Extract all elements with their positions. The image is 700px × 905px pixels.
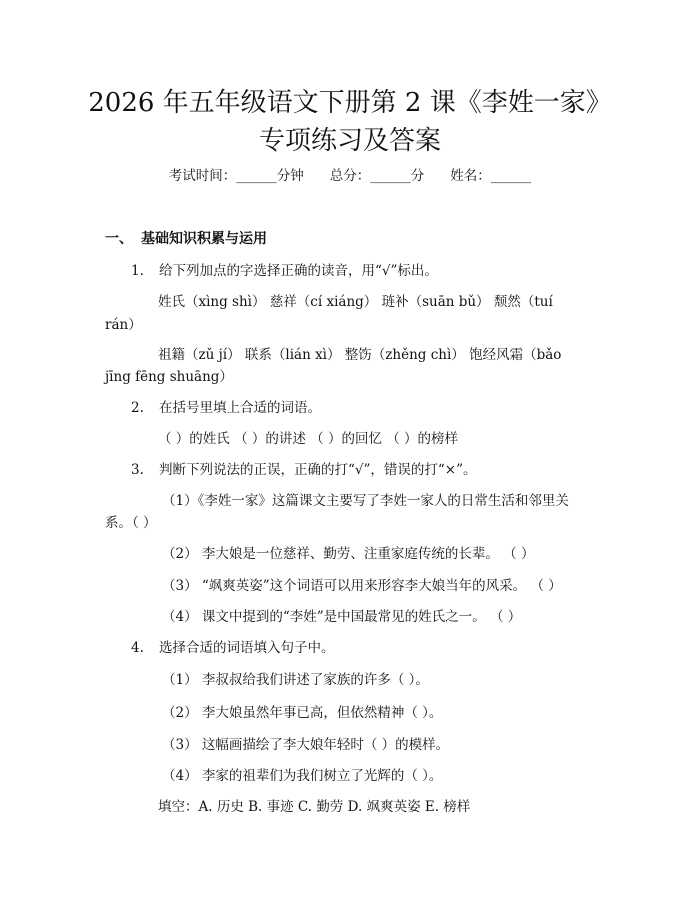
section-title: 基础知识积累与运用 [141,231,267,247]
exam-time-field: 考试时间：______分钟 [168,168,304,184]
q1-row1-cont: rán） [105,317,142,333]
exam-meta [0,166,700,186]
q3-item-1: （1）《李姓一家》这篇课文主要写了李姓一家人的日常生活和邻里关 [162,493,569,509]
q4-options: 填空：A. 历史 B. 事迹 C. 勤劳 D. 飒爽英姿 E. 榜样 [158,799,471,815]
question-4 [131,638,335,658]
q3-item-4: （4） 课文中提到的“李姓”是中国最常见的姓氏之一。 （ ） [162,609,522,625]
question-text: 给下列加点的字选择正确的读音，用“√”标出。 [159,263,438,279]
q1-row2-cont: jīng fēng shuāng） [105,369,233,385]
question-number: 4. [131,640,144,656]
q1-row2: 祖籍（zǔ jí） 联系（lián xì） 整饬（zhěng chì） 饱经风霜（bǎo [158,347,562,363]
question-text: 在括号里填上合适的词语。 [159,400,321,416]
total-score-field: 总分：______分 [329,168,425,184]
section-heading [105,229,267,249]
question-number: 3. [131,462,144,478]
section-number: 一、 [105,231,133,247]
question-1 [131,261,438,281]
q1-row1: 姓氏（xìng shì） 慈祥（cí xiáng） 琏补（suān bǔ） 颓然（tuí [158,294,553,310]
question-2 [131,398,321,418]
q4-item-1: （1） 李叔叔给我们讲述了家族的许多（ ）。 [162,672,429,688]
q2-blanks: （ ）的姓氏 （ ）的讲述 （ ）的回忆 （ ）的榜样 [158,431,459,447]
question-number: 2. [131,400,144,416]
document-title-line2: 专项练习及答案 [258,126,441,156]
question-text: 判断下列说法的正误，正确的打“√”，错误的打“×”。 [159,462,477,478]
question-text: 选择合适的词语填入句子中。 [159,640,335,656]
question-number: 1. [131,263,144,279]
student-name-field: 姓名：______ [450,168,532,184]
question-3 [131,460,477,480]
document-title-line1: 2026 年五年级语文下册第 2 课《李姓一家》 [88,88,612,118]
q4-item-3: （3） 这幅画描绘了李大娘年轻时（ ）的模样。 [162,737,450,753]
q3-item-1-cont: 系。（ ） [105,515,157,531]
q4-item-2: （2） 李大娘虽然年事已高，但依然精神（ ）。 [162,705,443,721]
q3-item-2: （2） 李大娘是一位慈祥、勤劳、注重家庭传统的长辈。 （ ） [162,546,535,562]
q3-item-3: （3） “飒爽英姿”这个词语可以用来形容李大娘当年的风采。 （ ） [162,578,562,594]
q4-item-4: （4） 李家的祖辈们为我们树立了光辉的（ ）。 [162,768,443,784]
